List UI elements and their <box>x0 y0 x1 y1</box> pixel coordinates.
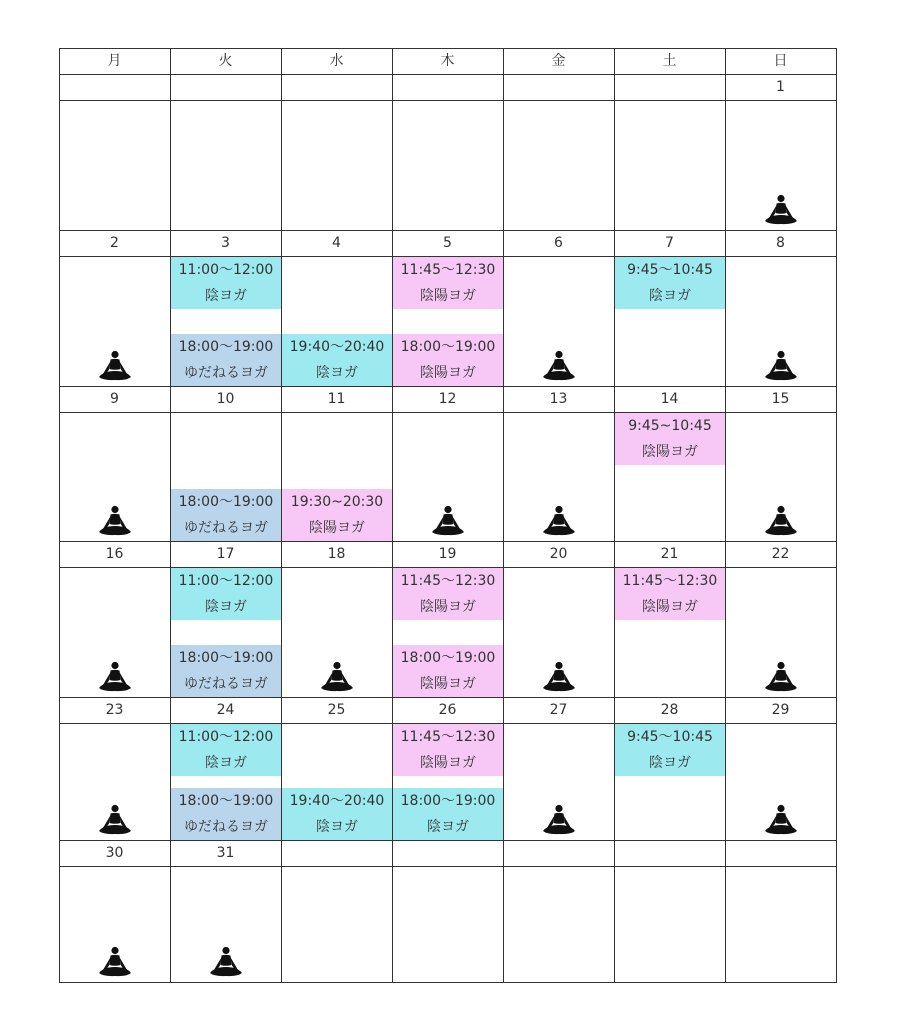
grid-line <box>392 48 393 983</box>
grid-line <box>59 866 837 867</box>
class-name: 陰陽ヨガ <box>642 444 698 460</box>
class-name: ゆだねるヨガ <box>184 819 268 835</box>
class-name: 陰陽ヨガ <box>309 520 365 536</box>
meditation-icon <box>208 946 244 978</box>
class-name: 陰ヨガ <box>649 288 691 304</box>
class-time: 11:45〜12:30 <box>400 262 496 278</box>
class-name: 陰陽ヨガ <box>642 599 698 615</box>
class-time: 9:45〜10:45 <box>627 262 713 278</box>
grid-line <box>281 48 282 983</box>
date-number: 25 <box>327 702 346 718</box>
grid-line <box>59 541 837 542</box>
class-name: 陰陽ヨガ <box>420 365 476 381</box>
class-slot[interactable] <box>615 568 725 620</box>
meditation-icon <box>319 661 355 693</box>
date-number: 10 <box>216 391 235 407</box>
class-name: ゆだねるヨガ <box>184 520 268 536</box>
date-number: 16 <box>105 546 124 562</box>
date-number: 19 <box>438 546 457 562</box>
weekday-header: 日 <box>773 53 788 69</box>
class-name: 陰陽ヨガ <box>420 599 476 615</box>
date-number: 23 <box>105 702 124 718</box>
class-name: 陰ヨガ <box>205 755 247 771</box>
grid-line <box>59 723 837 724</box>
meditation-icon <box>541 661 577 693</box>
class-time: 18:00〜19:00 <box>178 650 274 666</box>
date-number: 18 <box>327 546 346 562</box>
class-time: 11:45〜12:30 <box>622 573 718 589</box>
grid-line <box>503 48 504 983</box>
date-number: 3 <box>221 235 230 251</box>
class-slot[interactable] <box>615 413 725 465</box>
weekday-header: 金 <box>551 53 566 69</box>
weekday-header: 月 <box>107 53 122 69</box>
class-slot[interactable] <box>393 724 503 776</box>
weekday-header: 火 <box>218 53 233 69</box>
date-number: 11 <box>327 391 346 407</box>
grid-line <box>59 386 837 387</box>
date-number: 15 <box>771 391 790 407</box>
class-time: 11:45〜12:30 <box>400 729 496 745</box>
class-time: 9:45〜10:45 <box>627 729 713 745</box>
date-number: 20 <box>549 546 568 562</box>
class-name: 陰ヨガ <box>205 288 247 304</box>
date-number: 29 <box>771 702 790 718</box>
grid-line <box>836 48 837 983</box>
class-slot[interactable] <box>171 334 281 386</box>
class-name: 陰陽ヨガ <box>420 676 476 692</box>
class-slot[interactable] <box>171 257 281 309</box>
class-slot[interactable] <box>171 568 281 620</box>
class-time: 19:40〜20:40 <box>289 793 385 809</box>
grid-line <box>59 230 837 231</box>
date-number: 14 <box>660 391 679 407</box>
grid-line <box>725 48 726 983</box>
meditation-icon <box>763 350 799 382</box>
class-slot[interactable] <box>393 788 503 840</box>
date-number: 13 <box>549 391 568 407</box>
class-name: ゆだねるヨガ <box>184 365 268 381</box>
class-slot[interactable] <box>171 645 281 697</box>
class-name: 陰ヨガ <box>427 819 469 835</box>
meditation-icon <box>763 194 799 226</box>
class-slot[interactable] <box>171 788 281 840</box>
class-slot[interactable] <box>615 724 725 776</box>
grid-line <box>59 567 837 568</box>
class-slot[interactable] <box>171 724 281 776</box>
grid-line <box>59 48 837 49</box>
class-time: 9:45~10:45 <box>628 418 712 434</box>
grid-line <box>59 48 60 983</box>
date-number: 24 <box>216 702 235 718</box>
class-time: 11:00〜12:00 <box>178 729 274 745</box>
meditation-icon <box>763 661 799 693</box>
class-slot[interactable] <box>282 788 392 840</box>
class-slot[interactable] <box>282 489 392 541</box>
class-slot[interactable] <box>282 334 392 386</box>
date-number: 22 <box>771 546 790 562</box>
class-slot[interactable] <box>393 334 503 386</box>
weekday-header: 木 <box>440 53 455 69</box>
class-name: 陰ヨガ <box>205 599 247 615</box>
grid-line <box>59 100 837 101</box>
date-number: 8 <box>776 235 785 251</box>
class-time: 18:00〜19:00 <box>400 793 496 809</box>
class-slot[interactable] <box>393 568 503 620</box>
class-time: 18:00〜19:00 <box>178 339 274 355</box>
grid-line <box>59 256 837 257</box>
meditation-icon <box>97 661 133 693</box>
class-name: 陰陽ヨガ <box>420 755 476 771</box>
grid-line <box>170 48 171 983</box>
grid-line <box>59 982 837 983</box>
date-number: 27 <box>549 702 568 718</box>
date-number: 9 <box>110 391 119 407</box>
date-number: 26 <box>438 702 457 718</box>
class-name: ゆだねるヨガ <box>184 676 268 692</box>
class-time: 18:00〜19:00 <box>178 494 274 510</box>
class-name: 陰ヨガ <box>649 755 691 771</box>
grid-line <box>59 840 837 841</box>
meditation-icon <box>97 946 133 978</box>
grid-line <box>59 74 837 75</box>
class-time: 18:00〜19:00 <box>400 650 496 666</box>
date-number: 31 <box>216 845 235 861</box>
meditation-icon <box>541 505 577 537</box>
date-number: 28 <box>660 702 679 718</box>
class-name: 陰ヨガ <box>316 819 358 835</box>
class-slot[interactable] <box>393 645 503 697</box>
class-time: 18:00〜19:00 <box>178 793 274 809</box>
class-slot[interactable] <box>393 257 503 309</box>
date-number: 2 <box>110 235 119 251</box>
grid-line <box>59 412 837 413</box>
meditation-icon <box>763 804 799 836</box>
class-time: 11:00〜12:00 <box>178 573 274 589</box>
class-slot[interactable] <box>615 257 725 309</box>
weekday-header: 土 <box>662 53 677 69</box>
class-time: 19:40〜20:40 <box>289 339 385 355</box>
class-name: 陰ヨガ <box>316 365 358 381</box>
grid-line <box>614 48 615 983</box>
weekday-header: 水 <box>329 53 344 69</box>
date-number: 17 <box>216 546 235 562</box>
class-time: 19:30~20:30 <box>290 494 384 510</box>
class-slot[interactable] <box>171 489 281 541</box>
meditation-icon <box>97 350 133 382</box>
date-number: 4 <box>332 235 341 251</box>
meditation-icon <box>430 505 466 537</box>
grid-line <box>59 697 837 698</box>
meditation-icon <box>763 505 799 537</box>
date-number: 7 <box>665 235 674 251</box>
date-number: 6 <box>554 235 563 251</box>
meditation-icon <box>97 804 133 836</box>
meditation-icon <box>97 505 133 537</box>
meditation-icon <box>541 804 577 836</box>
class-name: 陰陽ヨガ <box>420 288 476 304</box>
class-time: 11:45〜12:30 <box>400 573 496 589</box>
date-number: 5 <box>443 235 452 251</box>
class-time: 18:00〜19:00 <box>400 339 496 355</box>
meditation-icon <box>541 350 577 382</box>
date-number: 21 <box>660 546 679 562</box>
class-time: 11:00〜12:00 <box>178 262 274 278</box>
date-number: 1 <box>776 79 785 95</box>
date-number: 12 <box>438 391 457 407</box>
date-number: 30 <box>105 845 124 861</box>
